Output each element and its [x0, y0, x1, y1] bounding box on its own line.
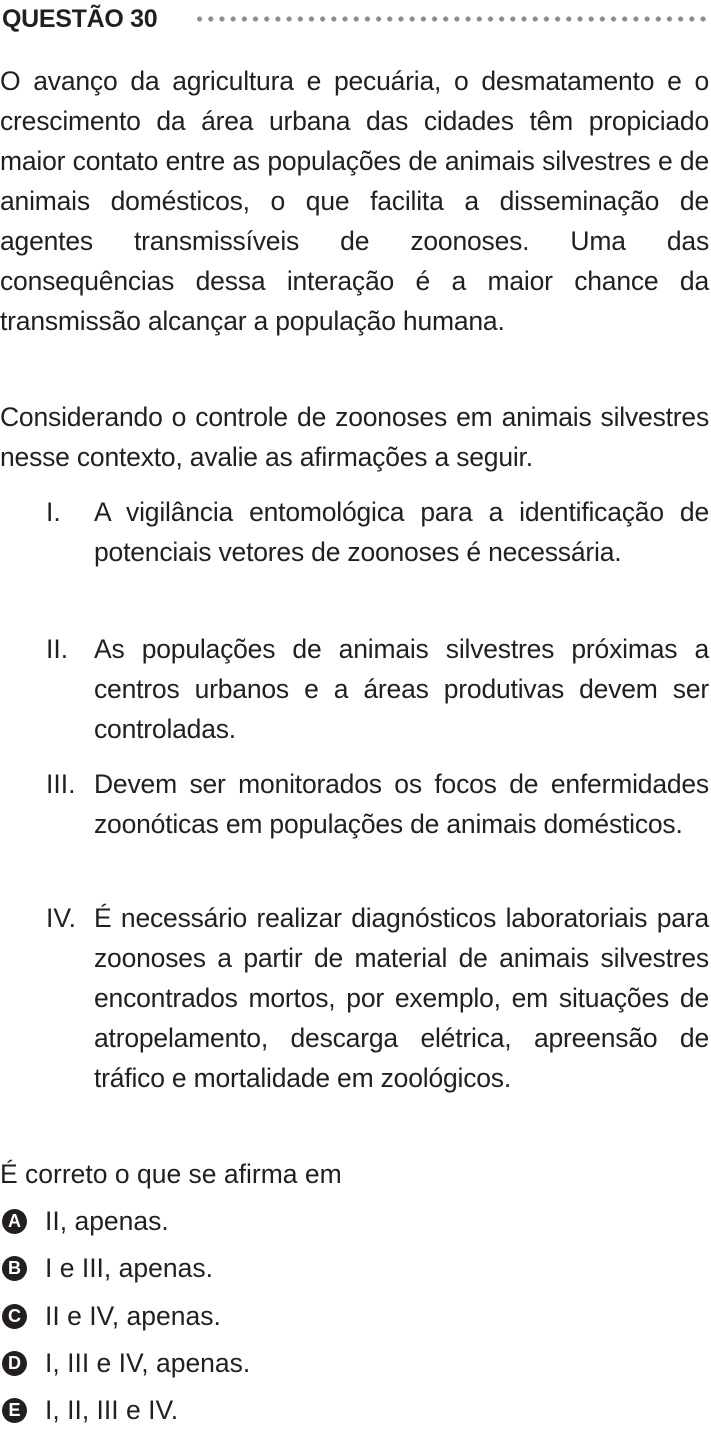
- option-letter-badge: C: [2, 1304, 27, 1329]
- statement-paragraph-1: O avanço da agricultura e pecuária, o desmatamento e o crescimento da área urbana das cidades têm propiciado maior contato entre as populações de animais silvestres e de animais domésticos, o que facilita a disseminação de agentes transmissíveis de zoonoses. Uma das consequências dessa interação é a maior chance da transmissão alcançar a população humana.: [0, 66, 709, 336]
- statement-item-text: As populações de animais silvestres próximas a centros urbanos e a áreas produtivas devem ser controladas.: [94, 634, 709, 744]
- statement-item-text: É necessário realizar diagnósticos laboratoriais para zoonoses a partir de material de animais silvestres encontrados mortos, por exemplo, em situações de atropelamento, descarga elétrica, apreensão de tráfico e mortalidade em zoológicos.: [94, 903, 709, 1093]
- answer-option-c[interactable]: [0, 1296, 711, 1336]
- option-letter-badge: E: [2, 1398, 27, 1423]
- question-header: [0, 4, 711, 36]
- statement-item-numeral: IV.: [46, 903, 76, 933]
- statement-item-text: A vigilância entomológica para a identificação de potenciais vetores de zoonoses é necessária.: [94, 497, 709, 567]
- answer-option-a[interactable]: [0, 1201, 711, 1241]
- answer-option-e[interactable]: [0, 1390, 711, 1430]
- statement-paragraph-2: Considerando o controle de zoonoses em animais silvestres nesse contexto, avalie as afirmações a seguir.: [0, 402, 709, 472]
- option-text: I e III, apenas.: [45, 1253, 213, 1283]
- option-text: I, III e IV, apenas.: [45, 1348, 251, 1378]
- option-letter-badge: B: [2, 1256, 27, 1281]
- option-letter-badge: A: [2, 1209, 27, 1234]
- dotted-divider: [194, 16, 708, 22]
- option-letter-badge: D: [2, 1351, 27, 1376]
- option-text: I, II, III e IV.: [45, 1395, 179, 1425]
- option-text: II e IV, apenas.: [45, 1301, 221, 1331]
- answer-option-b[interactable]: [0, 1248, 711, 1288]
- statement-item-numeral: II.: [46, 634, 69, 664]
- statement-item-numeral: I.: [46, 497, 61, 527]
- statement-item-numeral: III.: [46, 769, 76, 799]
- statement-item-text: Devem ser monitorados os focos de enfermidades zoonóticas em populações de animais domésticos.: [94, 769, 709, 839]
- question-title: QUESTÃO 30: [2, 5, 158, 33]
- question-prompt: É correto o que se afirma em: [0, 1159, 342, 1189]
- option-text: II, apenas.: [45, 1206, 169, 1236]
- answer-option-d[interactable]: [0, 1343, 711, 1383]
